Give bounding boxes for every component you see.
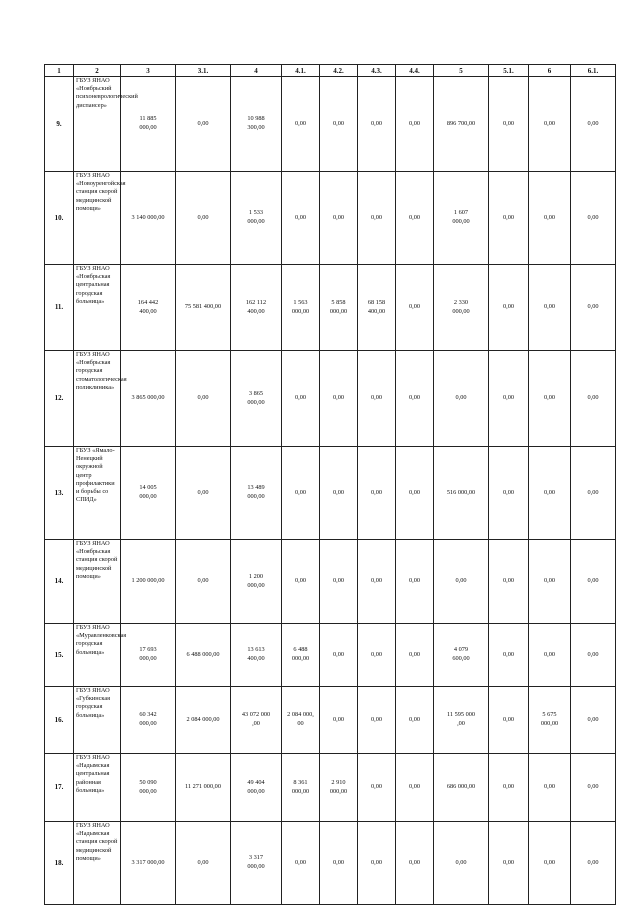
amount-cell: 0,00 [358, 77, 396, 172]
header-cell: 5.1. [489, 65, 529, 77]
amount-cell: 0,00 [529, 754, 571, 822]
header-cell: 6.1. [571, 65, 616, 77]
amount-cell: 43 072 000 ,00 [231, 687, 282, 754]
amount-cell: 0,00 [489, 687, 529, 754]
amount-cell: 0,00 [320, 447, 358, 540]
amount-cell: 0,00 [529, 822, 571, 905]
institution-name: ГБУЗ ЯНАО «Губкинская городская больница» [74, 687, 121, 754]
amount-cell: 0,00 [282, 447, 320, 540]
amount-cell: 0,00 [358, 687, 396, 754]
institution-name: ГБУЗ ЯНАО «Ноябрьский психоневрологический диспансер» [74, 77, 121, 172]
amount-cell: 0,00 [358, 624, 396, 687]
amount-cell: 0,00 [396, 540, 434, 624]
row-number: 11. [45, 265, 74, 351]
amount-cell: 0,00 [176, 822, 231, 905]
amount-cell: 0,00 [489, 822, 529, 905]
amount-cell: 686 000,00 [434, 754, 489, 822]
amount-cell: 0,00 [571, 265, 616, 351]
row-number: 12. [45, 351, 74, 447]
amount-cell: 162 112 400,00 [231, 265, 282, 351]
row-number: 9. [45, 77, 74, 172]
table-row [45, 624, 616, 687]
amount-cell: 1 607 000,00 [434, 172, 489, 265]
amount-cell: 0,00 [396, 754, 434, 822]
amount-cell: 2 910 000,00 [320, 754, 358, 822]
institution-name: ГБУЗ ЯНАО «Муравленковская городская больница» [74, 624, 121, 687]
amount-cell: 0,00 [489, 447, 529, 540]
amount-cell: 0,00 [320, 624, 358, 687]
amount-cell: 0,00 [358, 754, 396, 822]
amount-cell: 4 079 600,00 [434, 624, 489, 687]
amount-cell: 0,00 [529, 351, 571, 447]
row-number: 16. [45, 687, 74, 754]
amount-cell: 0,00 [176, 447, 231, 540]
amount-cell: 11 595 000 ,00 [434, 687, 489, 754]
amount-cell: 0,00 [358, 351, 396, 447]
amount-cell: 3 317 000,00 [231, 822, 282, 905]
amount-cell: 0,00 [282, 540, 320, 624]
amount-cell: 8 361 000,00 [282, 754, 320, 822]
institution-name: ГБУЗ ЯНАО «Новоуренгойская станция скорой медицинской помощи» [74, 172, 121, 265]
institution-name: ГБУЗ ЯНАО «Ноябрьская станция скорой медицинской помощи» [74, 540, 121, 624]
header-row [45, 65, 616, 77]
amount-cell: 0,00 [282, 172, 320, 265]
amount-cell: 0,00 [571, 172, 616, 265]
amount-cell: 1 533 000,00 [231, 172, 282, 265]
amount-cell: 0,00 [176, 77, 231, 172]
row-number: 15. [45, 624, 74, 687]
amount-cell: 0,00 [320, 687, 358, 754]
header-cell: 3.1. [176, 65, 231, 77]
table-row [45, 447, 616, 540]
amount-cell: 0,00 [396, 265, 434, 351]
amount-cell: 1 200 000,00 [231, 540, 282, 624]
institution-name: ГБУЗ ЯНАО «Ноябрьская центральная городская больница» [74, 265, 121, 351]
header-cell: 4.2. [320, 65, 358, 77]
amount-cell: 11 271 000,00 [176, 754, 231, 822]
row-number: 13. [45, 447, 74, 540]
amount-cell: 0,00 [571, 687, 616, 754]
institution-name: ГБУЗ «Ямало-Ненецкий окружной центр профилактики и борьбы со СПИД» [74, 447, 121, 540]
amount-cell: 75 581 400,00 [176, 265, 231, 351]
amount-cell: 1 563 000,00 [282, 265, 320, 351]
header-cell: 2 [74, 65, 121, 77]
amount-cell: 2 330 000,00 [434, 265, 489, 351]
amount-cell: 0,00 [571, 447, 616, 540]
institution-name: ГБУЗ ЯНАО «Надымская центральная районная больница» [74, 754, 121, 822]
amount-cell: 0,00 [571, 540, 616, 624]
amount-cell: 516 000,00 [434, 447, 489, 540]
amount-cell: 2 084 000, 00 [282, 687, 320, 754]
amount-cell: 0,00 [434, 351, 489, 447]
amount-cell: 5 858 000,00 [320, 265, 358, 351]
amount-cell: 50 090 000,00 [121, 754, 176, 822]
amount-cell: 0,00 [489, 540, 529, 624]
amount-cell: 6 488 000,00 [282, 624, 320, 687]
amount-cell: 60 342 000,00 [121, 687, 176, 754]
amount-cell: 0,00 [489, 351, 529, 447]
amount-cell: 0,00 [396, 624, 434, 687]
amount-cell: 0,00 [396, 687, 434, 754]
amount-cell: 0,00 [529, 447, 571, 540]
amount-cell: 0,00 [176, 540, 231, 624]
amount-cell: 0,00 [282, 822, 320, 905]
table-row [45, 754, 616, 822]
amount-cell: 11 885 000,00 [121, 77, 176, 172]
amount-cell: 0,00 [320, 540, 358, 624]
amount-cell: 0,00 [571, 624, 616, 687]
header-cell: 3 [121, 65, 176, 77]
amount-cell: 3 140 000,00 [121, 172, 176, 265]
amount-cell: 3 865 000,00 [121, 351, 176, 447]
amount-cell: 5 675 000,00 [529, 687, 571, 754]
amount-cell: 0,00 [571, 754, 616, 822]
amount-cell: 0,00 [320, 77, 358, 172]
amount-cell: 49 404 000,00 [231, 754, 282, 822]
institution-name: ГБУЗ ЯНАО «Надымская станция скорой медицинской помощи» [74, 822, 121, 905]
amount-cell: 0,00 [396, 77, 434, 172]
table-row [45, 351, 616, 447]
amount-cell: 0,00 [282, 77, 320, 172]
row-number: 14. [45, 540, 74, 624]
amount-cell: 0,00 [529, 77, 571, 172]
amount-cell: 0,00 [434, 822, 489, 905]
amount-cell: 0,00 [358, 447, 396, 540]
table-row [45, 540, 616, 624]
amount-cell: 0,00 [489, 172, 529, 265]
amount-cell: 10 988 300,00 [231, 77, 282, 172]
amount-cell: 0,00 [320, 822, 358, 905]
amount-cell: 0,00 [358, 822, 396, 905]
amount-cell: 13 613 400,00 [231, 624, 282, 687]
header-cell: 4.1. [282, 65, 320, 77]
amount-cell: 896 700,00 [434, 77, 489, 172]
amount-cell: 0,00 [529, 172, 571, 265]
row-number: 10. [45, 172, 74, 265]
amount-cell: 1 200 000,00 [121, 540, 176, 624]
amount-cell: 0,00 [529, 265, 571, 351]
budget-table [44, 64, 616, 905]
amount-cell: 0,00 [282, 351, 320, 447]
table-row [45, 172, 616, 265]
amount-cell: 0,00 [489, 265, 529, 351]
header-cell: 4.4. [396, 65, 434, 77]
header-cell: 4 [231, 65, 282, 77]
table-row [45, 265, 616, 351]
amount-cell: 0,00 [396, 822, 434, 905]
amount-cell: 0,00 [396, 447, 434, 540]
amount-cell: 6 488 000,00 [176, 624, 231, 687]
header-cell: 1 [45, 65, 74, 77]
amount-cell: 0,00 [571, 351, 616, 447]
table-row [45, 687, 616, 754]
amount-cell: 0,00 [489, 754, 529, 822]
amount-cell: 0,00 [571, 822, 616, 905]
amount-cell: 0,00 [529, 540, 571, 624]
amount-cell: 164 442 400,00 [121, 265, 176, 351]
amount-cell: 0,00 [571, 77, 616, 172]
amount-cell: 3 317 000,00 [121, 822, 176, 905]
table-body [45, 65, 616, 905]
amount-cell: 0,00 [358, 540, 396, 624]
amount-cell: 0,00 [176, 351, 231, 447]
amount-cell: 0,00 [489, 77, 529, 172]
amount-cell: 0,00 [396, 351, 434, 447]
row-number: 18. [45, 822, 74, 905]
row-number: 17. [45, 754, 74, 822]
amount-cell: 0,00 [320, 351, 358, 447]
header-cell: 5 [434, 65, 489, 77]
amount-cell: 0,00 [529, 624, 571, 687]
amount-cell: 3 865 000,00 [231, 351, 282, 447]
amount-cell: 14 005 000,00 [121, 447, 176, 540]
header-cell: 6 [529, 65, 571, 77]
amount-cell: 0,00 [320, 172, 358, 265]
amount-cell: 0,00 [434, 540, 489, 624]
amount-cell: 17 693 000,00 [121, 624, 176, 687]
institution-name: ГБУЗ ЯНАО «Ноябрьская городская стоматологическая поликлиника» [74, 351, 121, 447]
amount-cell: 13 489 000,00 [231, 447, 282, 540]
amount-cell: 0,00 [176, 172, 231, 265]
amount-cell: 68 158 400,00 [358, 265, 396, 351]
header-cell: 4.3. [358, 65, 396, 77]
table-row [45, 77, 616, 172]
amount-cell: 0,00 [489, 624, 529, 687]
amount-cell: 0,00 [358, 172, 396, 265]
amount-cell: 0,00 [396, 172, 434, 265]
amount-cell: 2 084 000,00 [176, 687, 231, 754]
table-row [45, 822, 616, 905]
